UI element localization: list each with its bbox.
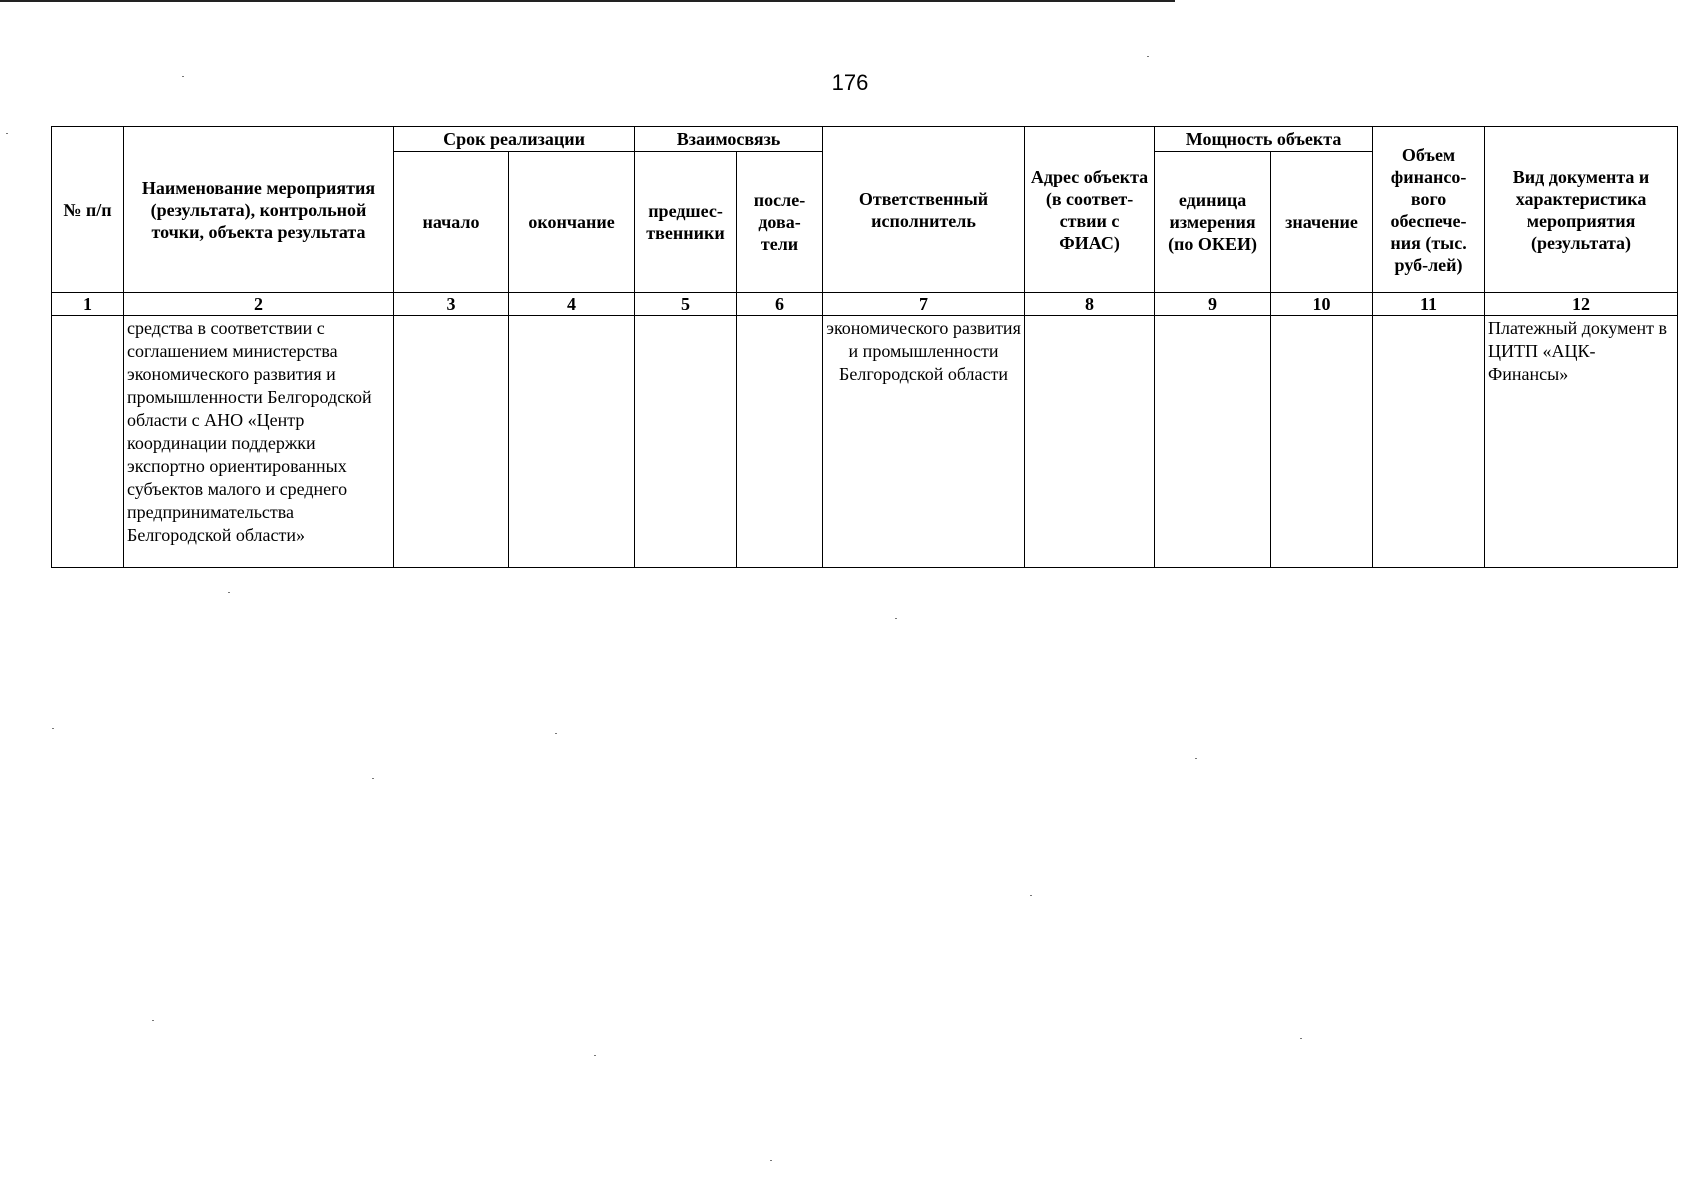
header-start: начало <box>394 152 509 293</box>
scan-speck <box>1300 1038 1302 1039</box>
cell-address <box>1025 316 1155 568</box>
scan-speck <box>6 133 8 134</box>
header-name: Наименование мероприятия (результата), контрольной точки, объекта результата <box>124 127 394 293</box>
scan-speck <box>182 76 184 77</box>
header-predecessors: предшес-твенники <box>635 152 737 293</box>
scan-speck <box>1147 56 1149 57</box>
cell-number <box>52 316 124 568</box>
column-number: 7 <box>823 293 1025 316</box>
scan-speck <box>895 618 897 619</box>
scan-speck <box>770 1160 772 1161</box>
cell-predecessors <box>635 316 737 568</box>
header-group-term: Срок реализации <box>394 127 635 152</box>
header-document: Вид документа и характеристика мероприятия (результата) <box>1485 127 1678 293</box>
scan-speck <box>594 1055 596 1056</box>
column-number: 9 <box>1155 293 1271 316</box>
scan-speck <box>555 733 557 734</box>
column-number: 10 <box>1271 293 1373 316</box>
cell-name: средства в соответствии с соглашением министерства экономического развития и промышленности Белгородской области с АНО «Центр координации поддержки экспортно ориентированных субъектов малого и среднего предпринимательства Белгородской области» <box>124 316 394 568</box>
scan-speck <box>152 1020 154 1021</box>
cell-end <box>509 316 635 568</box>
scan-speck <box>228 592 230 593</box>
cell-successors <box>737 316 823 568</box>
column-number: 5 <box>635 293 737 316</box>
top-rule <box>0 0 1175 2</box>
header-unit: единица измерения (по ОКЕИ) <box>1155 152 1271 293</box>
column-number: 8 <box>1025 293 1155 316</box>
header-value: значение <box>1271 152 1373 293</box>
activities-table <box>51 126 1678 568</box>
column-number: 1 <box>52 293 124 316</box>
column-number: 12 <box>1485 293 1678 316</box>
page-number: 176 <box>831 70 869 95</box>
column-number: 11 <box>1373 293 1485 316</box>
header-group-relation: Взаимосвязь <box>635 127 823 152</box>
header-responsible: Ответственный исполнитель <box>823 127 1025 293</box>
column-number: 2 <box>124 293 394 316</box>
header-successors: после-дова-тели <box>737 152 823 293</box>
cell-start <box>394 316 509 568</box>
scan-speck <box>52 728 54 729</box>
header-group-capacity: Мощность объекта <box>1155 127 1373 152</box>
scan-speck <box>372 778 374 779</box>
cell-unit <box>1155 316 1271 568</box>
scan-speck <box>1195 758 1197 759</box>
header-address: Адрес объекта (в соответ-ствии с ФИАС) <box>1025 127 1155 293</box>
column-number: 3 <box>394 293 509 316</box>
column-number-row <box>52 293 1678 316</box>
table-row <box>52 316 1678 568</box>
cell-financing <box>1373 316 1485 568</box>
header-number: № п/п <box>52 127 124 293</box>
header-end: окончание <box>509 152 635 293</box>
cell-document: Платежный документ в ЦИТП «АЦК-Финансы» <box>1485 316 1678 568</box>
column-number: 6 <box>737 293 823 316</box>
header-financing: Объем финансо-вого обеспече-ния (тыс. руб-лей) <box>1373 127 1485 293</box>
cell-responsible: экономического развития и промышленности Белгородской области <box>823 316 1025 568</box>
scan-speck <box>1030 895 1032 896</box>
cell-value <box>1271 316 1373 568</box>
column-number: 4 <box>509 293 635 316</box>
